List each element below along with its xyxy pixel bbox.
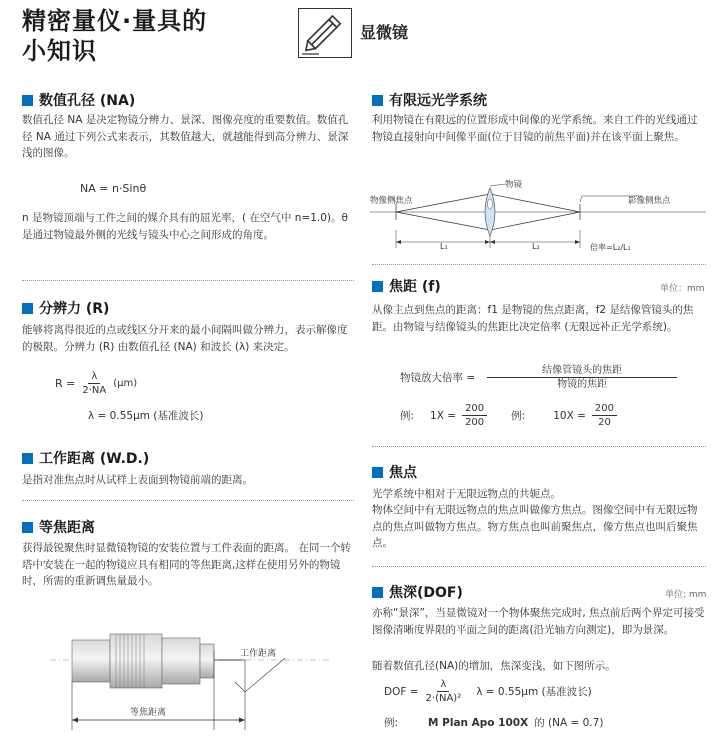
parfocal-diagram bbox=[40, 620, 340, 738]
fraction-numerator: 结像管镜头的焦距 bbox=[487, 364, 677, 378]
working-distance-paragraph: 是指对准焦点时从试样上表面到物镜前端的距离。 bbox=[22, 474, 253, 486]
dof-formula-lhs: DOF = bbox=[384, 685, 419, 698]
label-working-distance: 工作距离 bbox=[240, 649, 277, 659]
dof-paragraph-2: 随着数值孔径(NA)的增加，焦深变浅，如下图所示。 bbox=[372, 660, 616, 672]
example2-lhs: 10X = bbox=[553, 409, 586, 422]
label-magnification: 倍率=L₂/L₁ bbox=[590, 243, 631, 252]
heading-parfocal bbox=[22, 517, 95, 537]
divider bbox=[372, 446, 706, 447]
fraction-denominator: 200 bbox=[465, 417, 485, 428]
resolution-formula bbox=[55, 370, 137, 397]
page-title-line2: 小知识 bbox=[22, 37, 97, 65]
example-label: 例: bbox=[400, 410, 415, 422]
label-parfocal-distance: 等焦距离 bbox=[130, 708, 167, 718]
fraction-denominator: 20 bbox=[598, 417, 611, 428]
example2-fraction bbox=[592, 402, 617, 429]
divider bbox=[372, 566, 706, 567]
na-paragraph-2: n 是物镜顶端与工件之间的媒介具有的屈光率，( 在空气中 n=1.0)。θ 是通过物镜最外侧的光线与镜头中心之间形成的角度。 bbox=[22, 212, 348, 241]
fraction-denominator: 2·NA bbox=[82, 385, 107, 396]
page-title bbox=[22, 6, 207, 66]
fraction-numerator: 200 bbox=[462, 402, 487, 416]
dof-fraction bbox=[423, 678, 465, 705]
page-title-line1: 精密量仪·量具的 bbox=[22, 7, 208, 35]
example-model: M Plan Apo 100X bbox=[428, 716, 529, 729]
bullet-square-icon bbox=[22, 522, 33, 533]
heading-focus-text: 焦点 bbox=[389, 465, 417, 481]
divider bbox=[22, 280, 354, 281]
magnification-fraction bbox=[487, 364, 677, 391]
parfocal-paragraph: 获得最锐聚焦时显微镜物镜的安装位置与工件表面的距离。 在同一个转塔中安装在一起的物镜应具有相同的等焦距离,这样在使用另外的物镜时，所需的重新调焦量最小。 bbox=[22, 542, 351, 587]
heading-resolution-text: 分辨力 (R) bbox=[39, 301, 110, 317]
heading-working-distance-text: 工作距离 (W.D.) bbox=[39, 451, 150, 467]
heading-resolution bbox=[22, 298, 109, 318]
example-label: 例: bbox=[511, 410, 526, 422]
section-title-microscope: 显微镜 bbox=[360, 23, 409, 42]
focus-paragraph-2: 物体空间中有无限远物点的焦点叫做像方焦点。图像空间中有无限远物点的焦点叫做物方焦点。物方焦点也叫前聚焦点，像方焦点也叫后聚焦点。 bbox=[372, 504, 698, 549]
dof-paragraph-1: 亦称“景深”，当显微镜对一个物体聚焦完成时, 焦点前后两个界定可接受图像清晰度界限的平面之间的距离(沿光轴方向测定)，即为景深。 bbox=[372, 607, 705, 636]
focus-paragraph-1: 光学系统中相对于无限远物点的共轭点。 bbox=[372, 488, 561, 500]
dof-lambda: λ = 0.55μm (基准波长) bbox=[476, 686, 592, 698]
label-object-focus: 物像侧焦点 bbox=[370, 196, 413, 206]
na-paragraph-1: 数值孔径 NA 是决定物镜分辨力、景深、图像亮度的重要数值。数值孔径 NA 通过下列公式来表示，其数值越大，就越能得到高分辨力、景深浅的图像。 bbox=[22, 114, 349, 159]
heading-dof bbox=[372, 582, 463, 602]
divider bbox=[372, 264, 706, 265]
heading-dof-text: 焦深(DOF) bbox=[389, 585, 463, 601]
na-formula: NA = n·Sinθ bbox=[80, 182, 147, 195]
label-l2: L₂ bbox=[532, 242, 540, 251]
resolution-fraction bbox=[79, 370, 109, 397]
bullet-square-icon bbox=[372, 95, 383, 106]
focal-examples bbox=[400, 402, 617, 429]
heading-working-distance bbox=[22, 448, 149, 468]
fraction-numerator: 200 bbox=[592, 402, 617, 416]
bullet-square-icon bbox=[22, 453, 33, 464]
bullet-square-icon bbox=[372, 281, 383, 292]
fraction-denominator: 2·(NA)² bbox=[425, 693, 462, 704]
fraction-denominator: 物镜的焦距 bbox=[557, 379, 608, 390]
finite-system-paragraph: 利用物镜在有限远的位置形成中间像的光学系统。来自工件的光线通过物镜直接射向中间像平面(位于目镜的前焦平面)并在该平面上聚焦。 bbox=[372, 114, 698, 143]
focal-unit: 单位：mm bbox=[660, 284, 705, 294]
resolution-unit: (μm) bbox=[113, 378, 138, 389]
magnification-formula bbox=[400, 364, 677, 391]
dof-unit: 单位: mm bbox=[665, 590, 707, 600]
pencil-icon bbox=[298, 8, 352, 58]
bullet-square-icon bbox=[22, 95, 33, 106]
heading-focal-length-text: 焦距 (f) bbox=[389, 279, 441, 295]
heading-finite-system-text: 有限远光学系统 bbox=[389, 93, 487, 109]
dof-example bbox=[384, 715, 603, 730]
dof-formula bbox=[384, 678, 592, 705]
divider bbox=[22, 500, 354, 501]
heading-parfocal-text: 等焦距离 bbox=[39, 520, 95, 536]
bullet-square-icon bbox=[22, 303, 33, 314]
resolution-paragraph: 能够将离得很近的点或线区分开来的最小间隔叫做分辨力，表示解像度的极限。分辨力 (R) 由数值孔径 (NA) 和波长 (λ) 来决定。 bbox=[22, 324, 348, 353]
magnification-lhs: 物镜放大倍率 = bbox=[400, 372, 476, 384]
label-l1: L₁ bbox=[440, 242, 448, 251]
example1-fraction bbox=[462, 402, 487, 429]
bullet-square-icon bbox=[372, 467, 383, 478]
label-objective: 物镜 bbox=[505, 180, 523, 190]
heading-focus bbox=[372, 462, 417, 482]
focal-paragraph: 从像主点到焦点的距离：f1 是物镜的焦点距离，f2 是结像管镜头的焦距。由物镜与结像镜头的焦距比决定倍率 (无限远补正光学系统)。 bbox=[372, 304, 694, 333]
heading-na-text: 数值孔径 (NA) bbox=[39, 93, 136, 109]
resolution-lambda: λ = 0.55μm (基准波长) bbox=[88, 410, 204, 422]
fraction-numerator: λ bbox=[88, 370, 100, 384]
heading-focal-length bbox=[372, 276, 441, 296]
heading-finite-system bbox=[372, 90, 487, 110]
label-image-focus: 影像侧焦点 bbox=[628, 196, 671, 206]
bullet-square-icon bbox=[372, 587, 383, 598]
example-tail: 的 (NA = 0.7) bbox=[534, 717, 604, 729]
heading-na bbox=[22, 90, 135, 110]
resolution-formula-lhs: R = bbox=[55, 377, 76, 390]
example-label: 例: bbox=[384, 717, 399, 729]
example1-lhs: 1X = bbox=[430, 409, 457, 422]
fraction-numerator: λ bbox=[437, 678, 449, 692]
finite-system-diagram bbox=[370, 180, 706, 256]
